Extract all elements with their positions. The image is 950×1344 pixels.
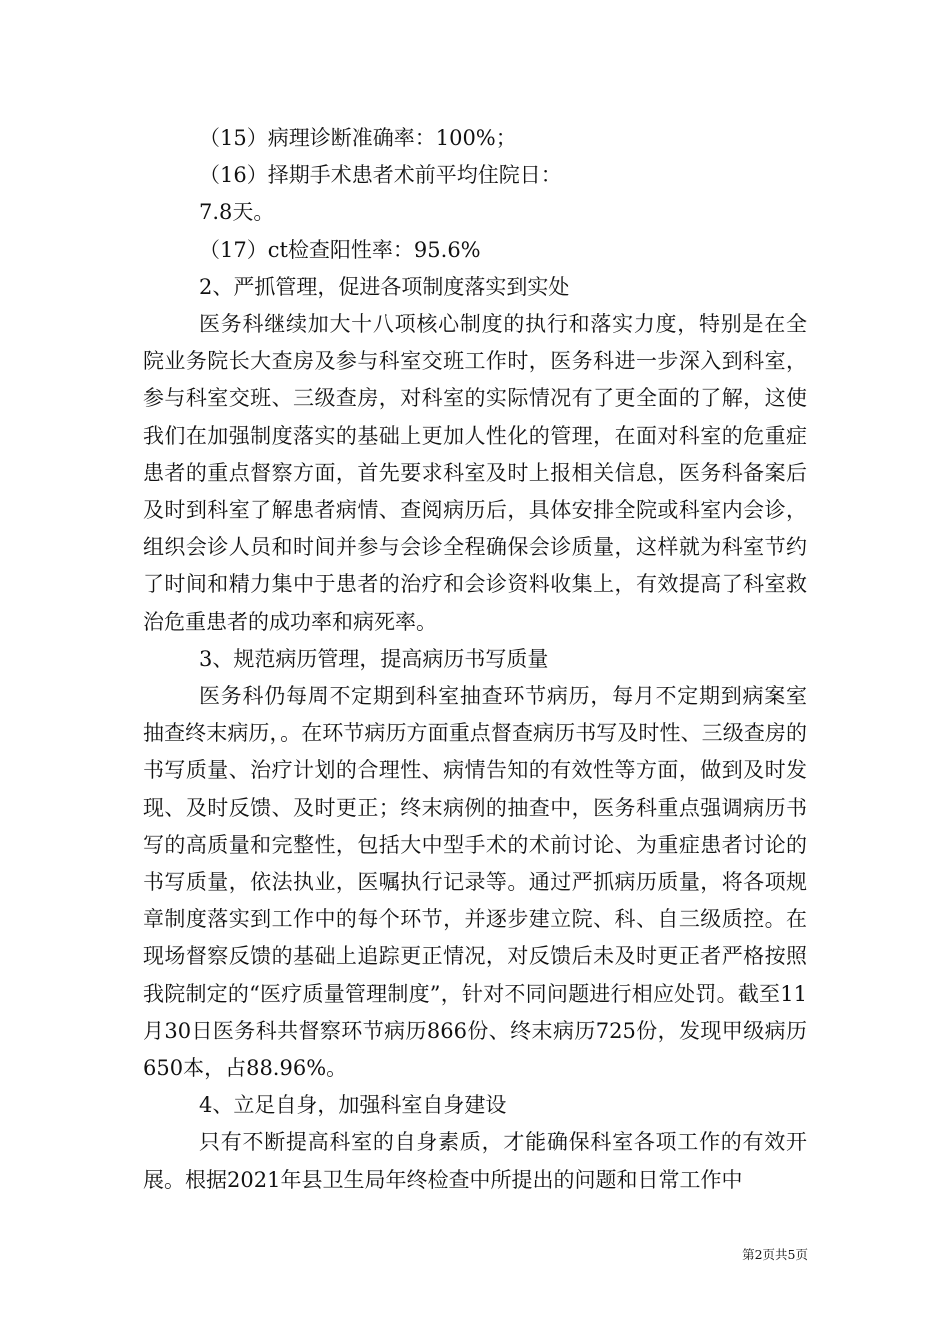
section-heading-2: 2、严抓管理，促进各项制度落实到实处: [199, 274, 570, 299]
list-item-16: （16）择期手术患者术前平均住院日：: [199, 163, 562, 188]
document-body: [143, 120, 807, 1199]
section-heading-4: 4、立足自身，加强科室自身建设: [199, 1093, 507, 1118]
section-paragraph-3: 医务科仍每周不定期到科室抽查环节病历，每月不定期到病案室抽查终末病历，。在环节病历方面重点督查病历书写及时性、三级查房的书写质量、治疗计划的合理性、病情告知的有效性等方面，做到及时发现、及时反馈、及时更正；终末病例的抽查中，医务科重点强调病历书写的高质量和完整性，包括大中型手术的术前讨论、为重症患者讨论的书写质量，依法执业，医嘱执行记录等。通过严抓病历质量，将各项规章制度落实到工作中的每个环节，并逐步建立院、科、自三级质控。在现场督察反馈的基础上追踪更正情况，对反馈后未及时更正者严格按照我院制定的“医疗质量管理制度”，针对不同问题进行相应处罚。截至11月30日医务科共督察环节病历866份、终末病历725份，发现甲级病历650本，占88.96%。: [143, 683, 807, 1080]
section-paragraph-4: 只有不断提高科室的自身素质，才能确保科室各项工作的有效开展。根据2021年县卫生局年终检查中所提出的问题和日常工作中: [143, 1130, 807, 1192]
section-paragraph-2: 医务科继续加大十八项核心制度的执行和落实力度，特别是在全院业务院长大查房及参与科室交班工作时，医务科进一步深入到科室，参与科室交班、三级查房，对科室的实际情况有了更全面的了解，这使我们在加强制度落实的基础上更加人性化的管理，在面对科室的危重症患者的重点督察方面，首先要求科室及时上报相关信息，医务科备案后及时到科室了解患者病情、查阅病历后，具体安排全院或科室内会诊，组织会诊人员和时间并参与会诊全程确保会诊质量，这样就为科室节约了时间和精力集中于患者的治疗和会诊资料收集上，有效提高了科室救治危重患者的成功率和病死率。: [143, 311, 807, 634]
list-item-17: （17）ct检查阳性率：95.6%: [199, 237, 481, 262]
list-item-15: （15）病理诊断准确率：100%；: [199, 126, 517, 150]
page-number: 第2页共5页: [742, 1247, 808, 1262]
list-item-16-value: 7.8天。: [199, 200, 275, 225]
section-heading-3: 3、规范病历管理，提高病历书写质量: [199, 646, 549, 671]
